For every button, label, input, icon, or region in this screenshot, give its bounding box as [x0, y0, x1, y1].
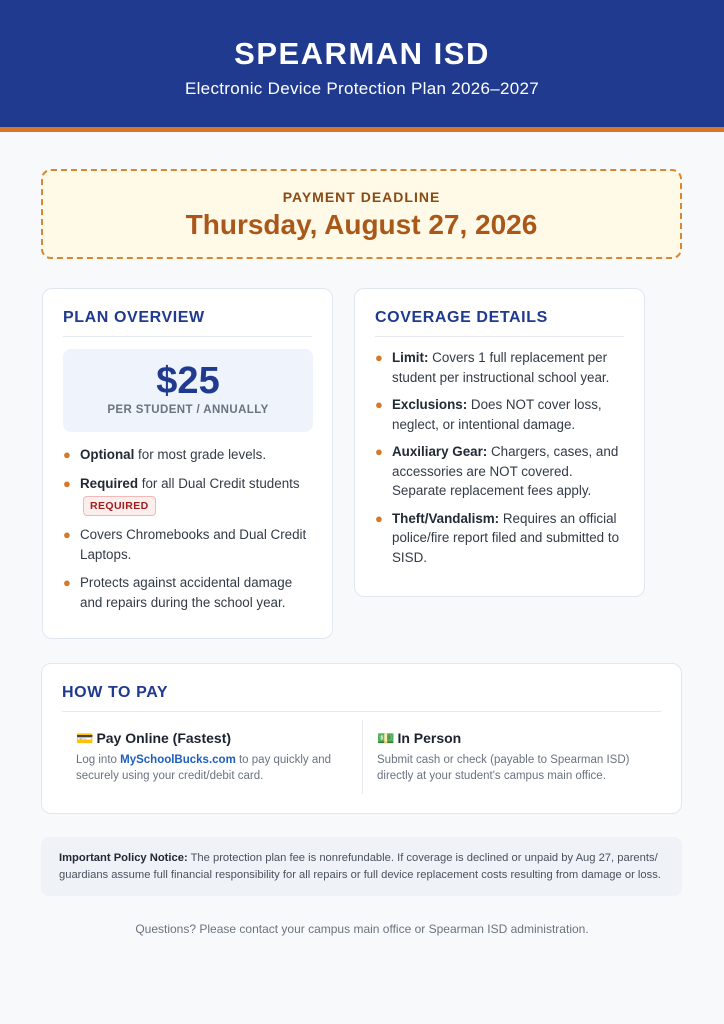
pay-online-text-before: Log into	[76, 754, 121, 766]
plan-overview-list	[63, 445, 316, 621]
list-item	[63, 445, 316, 465]
pay-online-heading-text: Pay Online (Fastest)	[96, 730, 232, 746]
district-title: SPEARMAN ISD	[234, 36, 490, 71]
item-text: Covers 1 full replacement per student per instructional school year.	[392, 350, 610, 385]
pay-online-text-after: to pay quickly and securely using your credit/debit card.	[76, 754, 332, 782]
pay-in-person-option	[377, 730, 647, 784]
pay-online-option	[76, 730, 346, 784]
credit-card-icon: 💳	[76, 730, 94, 746]
plan-overview-title: PLAN OVERVIEW	[63, 309, 312, 337]
pay-in-person-heading-text: In Person	[397, 730, 462, 746]
item-text: Covers Chromebooks and Dual Credit Laptops.	[80, 527, 307, 562]
item-bold: Required	[80, 475, 139, 491]
how-to-pay-card	[41, 663, 682, 814]
list-item	[375, 395, 628, 434]
plan-subtitle: Electronic Device Protection Plan 2026–2027	[184, 79, 540, 98]
payment-deadline-box	[41, 169, 682, 259]
pay-in-person-heading	[377, 730, 647, 747]
coverage-details-title: COVERAGE DETAILS	[375, 309, 624, 337]
list-item	[375, 509, 628, 568]
item-bold: Optional	[80, 447, 135, 462]
how-to-pay-title: HOW TO PAY	[62, 684, 661, 712]
item-text: Protects against accidental damage and repairs during the school year.	[80, 575, 293, 610]
policy-notice-label: Important Policy Notice:	[59, 852, 188, 864]
price-box	[63, 349, 313, 432]
coverage-details-list	[375, 348, 628, 575]
bullet-dot-icon: ●	[375, 444, 383, 459]
footer-contact-text: Questions? Please contact your campus main office or Spearman ISD administration.	[135, 922, 589, 936]
list-item	[375, 442, 628, 501]
item-bold: Theft/Vandalism:	[392, 510, 500, 526]
bullet-dot-icon: ●	[375, 350, 383, 365]
item-text: Requires an official police/fire report filed and submitted to SISD.	[392, 510, 620, 565]
bullet-dot-icon: ●	[375, 397, 383, 412]
bullet-dot-icon: ●	[63, 575, 71, 590]
price-amount: $25	[156, 360, 220, 402]
coverage-details-card	[354, 288, 645, 597]
required-badge: REQUIRED	[83, 496, 156, 516]
cash-icon: 💵	[377, 730, 395, 746]
list-item	[63, 474, 316, 517]
bullet-dot-icon: ●	[63, 527, 71, 542]
policy-notice	[41, 837, 682, 896]
item-bold: Exclusions:	[392, 397, 468, 412]
pay-options-divider	[362, 720, 363, 794]
pay-online-heading	[76, 730, 346, 747]
pay-in-person-text: Submit cash or check (payable to Spearman ISD) directly at your student's campus main office.	[377, 754, 630, 782]
deadline-date: Thursday, August 27, 2026	[185, 209, 538, 240]
plan-overview-card	[42, 288, 333, 639]
price-note: PER STUDENT / ANNUALLY	[107, 404, 269, 416]
item-text: Chargers, cases, and accessories are NOT covered. Separate replacement fees apply.	[392, 444, 619, 498]
item-text: Does NOT cover loss, neglect, or intentional damage.	[392, 397, 602, 432]
page-header	[0, 0, 724, 132]
deadline-label: PAYMENT DEADLINE	[282, 189, 441, 205]
policy-notice-text: The protection plan fee is nonrefundable. If coverage is declined or unpaid by Aug 27, parents/ guardians assume full financial responsibility for all repairs or full device replacement costs resulting from damage or loss.	[59, 852, 661, 881]
myschoolbucks-link[interactable]: MySchoolBucks.com	[120, 754, 236, 766]
item-bold: Limit:	[392, 350, 429, 365]
list-item	[63, 573, 316, 612]
bullet-dot-icon: ●	[63, 475, 71, 491]
pay-online-text	[76, 752, 346, 784]
item-text: for most grade levels.	[134, 447, 267, 462]
bullet-dot-icon: ●	[375, 510, 383, 526]
bullet-dot-icon: ●	[63, 447, 71, 462]
list-item	[375, 348, 628, 387]
item-bold: Auxiliary Gear:	[392, 444, 488, 459]
item-text: for all Dual Credit students	[138, 475, 300, 491]
list-item	[63, 525, 316, 564]
